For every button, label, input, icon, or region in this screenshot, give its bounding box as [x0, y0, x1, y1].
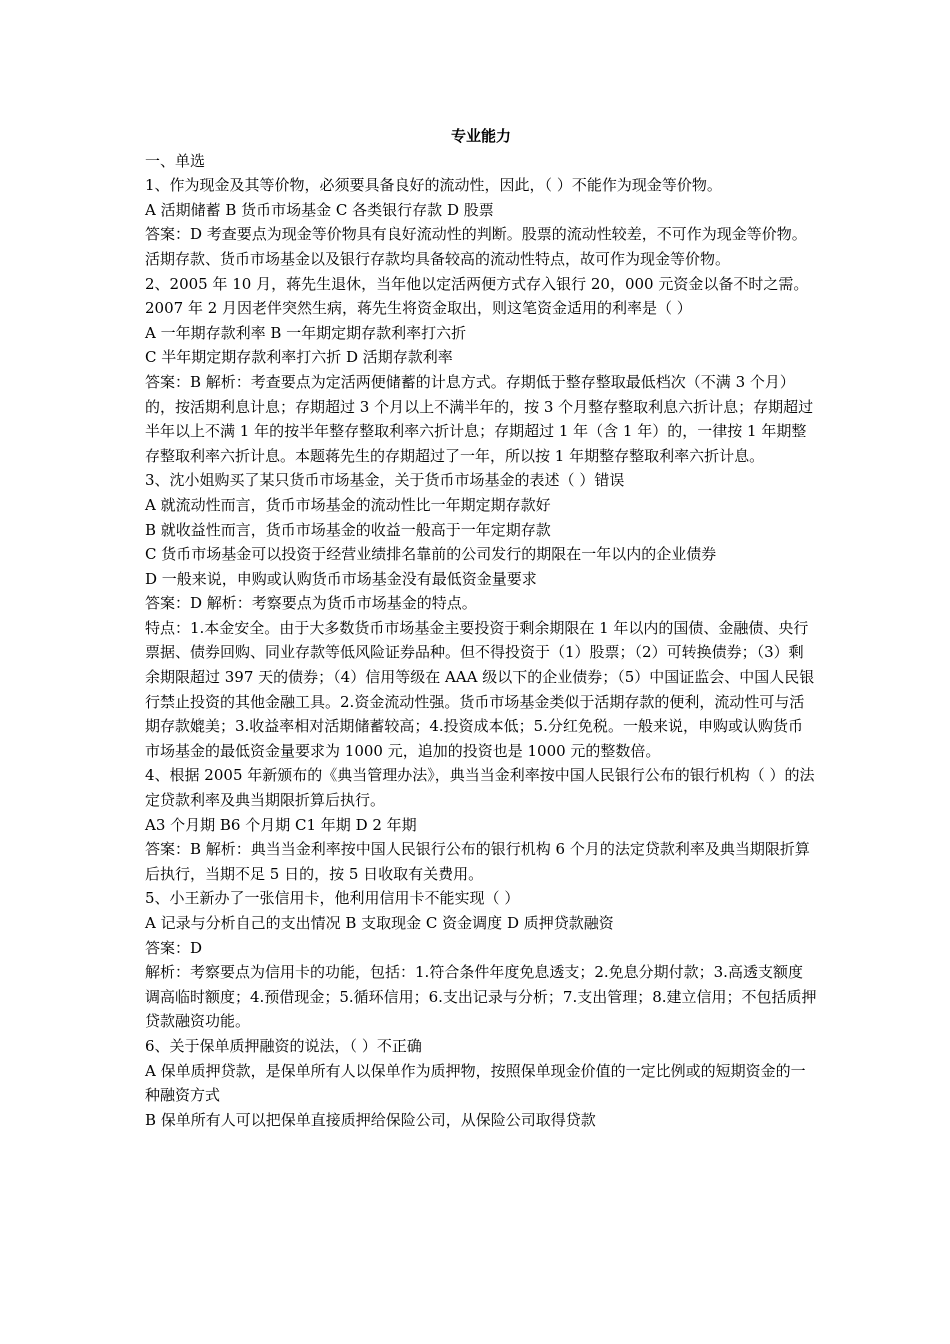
question-2-options-ab: A 一年期存款利率 B 一年期定期存款利率打六折: [145, 323, 467, 342]
question-3-option-b: B 就收益性而言，货币市场基金的收益一般高于一年定期存款: [145, 520, 551, 539]
question-4-answer: 答案：B 解析：典当当金利率按中国人民银行公布的银行机构 6 个月的法定贷款利率及典当期限折算后执行，当期不足 5 日的，按 5 日收取有关费用。: [145, 840, 810, 883]
section-heading: 一、单选: [145, 151, 206, 170]
question-6: 6、关于保单质押融资的说法，（ ）不正确: [145, 1036, 422, 1055]
question-1-answer: 答案：D 考查要点为现金等价物具有良好流动性的判断。股票的流动性较差，不可作为现金等价物。活期存款、货币市场基金以及银行存款均具备较高的流动性特点，故可作为现金等价物。: [145, 225, 807, 268]
question-2-answer: 答案：B 解析：考查要点为定活两便储蓄的计息方式。存期低于整存整取最低档次（不满 3 个月）的，按活期利息计息；存期超过 3 个月以上不满半年的，按 3 个月整存整取利息六折计息；存期超过半年以上不满 1 年的按半年整存整取利率六折计息；存期超过 1 年（含 1 年）的，一律按 1 年期整存整取利率六折计息。本题蒋先生的存期超过了一年，所以按 1 年期整存整取利率六折计息。: [145, 372, 814, 465]
question-5-explanation: 解析：考察要点为信用卡的功能，包括：1.符合条件年度免息透支；2.免息分期付款；3.高透支额度调高临时额度；4.预借现金；5.循环信用；6.支出记录与分析；7.支出管理；8.建立信用；不包括质押贷款融资功能。: [145, 963, 817, 1031]
question-4-options: A3 个月期 B6 个月期 C1 年期 D 2 年期: [145, 815, 417, 834]
question-1-options: A 活期储蓄 B 货币市场基金 C 各类银行存款 D 股票: [145, 200, 494, 219]
question-3-option-d: D 一般来说，申购或认购货币市场基金没有最低资金量要求: [145, 569, 537, 588]
question-2-options-cd: C 半年期定期存款利率打六折 D 活期存款利率: [145, 348, 453, 367]
question-3-option-c: C 货币市场基金可以投资于经营业绩排名靠前的公司发行的期限在一年以内的企业债券: [145, 545, 717, 564]
question-3-option-a: A 就流动性而言，货币市场基金的流动性比一年期定期存款好: [145, 495, 551, 514]
question-4: 4、根据 2005 年新颁布的《典当管理办法》，典当当金利率按中国人民银行公布的银行机构（ ）的法定贷款利率及典当期限折算后执行。: [145, 766, 815, 810]
question-5-answer: 答案：D: [145, 938, 203, 957]
question-3: 3、沈小姐购买了某只货币市场基金，关于货币市场基金的表述（ ）错误: [145, 471, 625, 490]
question-2: 2、2005 年 10 月，蒋先生退休，当年他以定活两便方式存入银行 20，000 元资金以备不时之需。2007 年 2 月因老伴突然生病，蒋先生将资金取出，则这笔资金适用的利率是（ ）: [145, 274, 809, 318]
question-6-option-a: A 保单质押贷款，是保单所有人以保单作为质押物，按照保单现金价值的一定比例或的短期资金的一种融资方式: [145, 1061, 806, 1105]
question-3-explanation: 特点：1.本金安全。由于大多数货币市场基金主要投资于剩余期限在 1 年以内的国债、金融债、央行票据、债券回购、同业存款等低风险证券品种。但不得投资于（1）股票；（2）可转换债券；（3）剩余期限超过 397 天的债券；（4）信用等级在 AAA 级以下的企业债券；（5）中国证监会、中国人民银行禁止投资的其他金融工具。2.资金流动性强。货币市场基金类似于活期存款的便利，流动性可与活期存款媲美；3.收益率相对活期储蓄较高；4.投资成本低；5.分红免税。一般来说，申购或认购货币市场基金的最低资金量要求为 1000 元，追加的投资也是 1000 元的整数倍。: [145, 618, 815, 760]
question-6-option-b: B 保单所有人可以把保单直接质押给保险公司，从保险公司取得贷款: [145, 1110, 596, 1129]
question-5: 5、小王新办了一张信用卡，他利用信用卡不能实现（ ）: [145, 889, 520, 908]
document-title: 专业能力: [450, 127, 511, 145]
document-page: [145, 124, 817, 1132]
question-5-options: A 记录与分析自己的支出情况 B 支取现金 C 资金调度 D 质押贷款融资: [145, 914, 614, 932]
question-3-answer: 答案：D 解析：考察要点为货币市场基金的特点。: [145, 594, 477, 613]
question-1: 1、作为现金及其等价物，必须要具备良好的流动性，因此，（ ）不能作为现金等价物。: [145, 176, 722, 195]
